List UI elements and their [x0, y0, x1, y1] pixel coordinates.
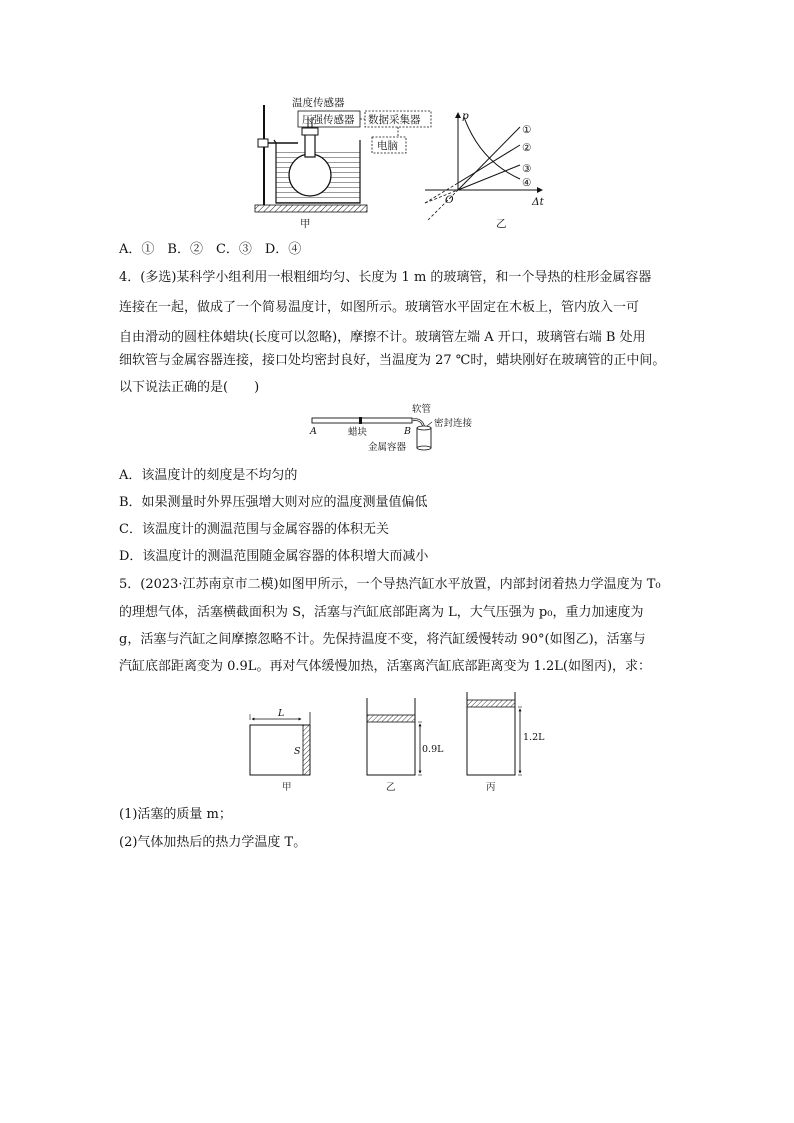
- q5-sub-1: (1)活塞的质量 m；: [119, 807, 232, 822]
- wax-block: [359, 417, 362, 424]
- figure-yi-graph: [420, 95, 550, 230]
- q5-line-1: 5．(2023·江苏南京市二模)如图甲所示，一个导热汽缸水平放置，内部封闭着热力学温度为 T₀: [119, 577, 661, 592]
- q5-line-3: g，活塞与汽缸之间摩擦忽略不计。先保持温度不变，将汽缸缓慢转动 90°(如图乙)，活塞与: [119, 632, 646, 647]
- piston-yi: [367, 715, 415, 722]
- q4-line-1: 4．(多选)某科学小组利用一根粗细均匀、长度为 1 m 的玻璃管，和一个导热的柱形金属容器: [119, 270, 652, 285]
- graph-x-label: Δt: [532, 196, 544, 208]
- piston-bing: [467, 700, 515, 707]
- graph-line-2-label: ②: [522, 142, 532, 154]
- piston-jia: [303, 725, 310, 775]
- label-distance-1-2L: 1.2L: [523, 732, 545, 743]
- figure-q5-cylinders: [240, 690, 560, 805]
- caption-q5-jia: 甲: [282, 782, 292, 793]
- caption-jia: 甲: [300, 218, 311, 230]
- label-area-S: S: [294, 746, 301, 757]
- q4-line-2: 连接在一起，做成了一个简易温度计，如图所示。玻璃管水平固定在木板上，管内放入一可: [119, 300, 640, 315]
- q4-line-3: 自由滑动的圆柱体蜡块(长度可以忽略)，摩擦不计。玻璃管左端 A 开口，玻璃管右端 B 处用: [119, 330, 646, 345]
- label-computer: 电脑: [377, 140, 398, 152]
- label-distance-0-9L: 0.9L: [422, 744, 444, 755]
- q4-option-d: D．该温度计的测温范围随金属容器的体积增大而减小: [119, 549, 429, 564]
- q5-line-2: 的理想气体，活塞横截面积为 S，活塞与汽缸底部距离为 L，大气压强为 p₀，重力加速度为: [119, 605, 644, 620]
- graph-origin-label: O: [445, 194, 454, 206]
- cylinder-jia: [250, 712, 310, 775]
- q4-option-b: B．如果测量时外界压强增大则对应的温度测量值偏低: [119, 495, 428, 510]
- q4-option-c: C．该温度计的测温范围与金属容器的体积无关: [119, 522, 389, 537]
- graph-y-label: p: [462, 110, 469, 122]
- q4-option-a: A．该温度计的刻度是不均匀的: [119, 468, 298, 483]
- q5-line-4: 汽缸底部距离变为 0.9L。再对气体缓慢加热，活塞离汽缸底部距离变为 1.2L(如图丙)，求：: [119, 659, 652, 674]
- graph-line-1: [458, 127, 520, 190]
- label-length-L: L: [278, 708, 285, 719]
- cylinder-bing: [467, 692, 522, 775]
- graph-line-4-label: ④: [522, 177, 532, 189]
- label-end-b: B: [404, 426, 411, 437]
- label-data-collector: 数据采集器: [368, 114, 421, 126]
- label-pressure-sensor: 压强传感器: [302, 114, 355, 126]
- label-temp-sensor: 温度传感器: [292, 97, 345, 109]
- graph-line-1-label: ①: [522, 124, 532, 136]
- label-wax-block: 蜡块: [348, 427, 368, 438]
- label-metal-container: 金属容器: [368, 442, 407, 453]
- graph-curve-4: [464, 117, 520, 179]
- q4-line-4: 细软管与金属容器连接，接口处均密封良好，当温度为 27 ℃时，蜡块刚好在玻璃管的正中间。: [119, 353, 666, 368]
- graph-line-3-label: ③: [522, 163, 532, 175]
- cylinder-yi: [367, 698, 422, 775]
- caption-q5-yi: 乙: [386, 782, 396, 793]
- metal-container: [417, 426, 431, 450]
- caption-q5-bing: 丙: [486, 782, 496, 793]
- label-seal-connection: 密封连接: [434, 418, 473, 429]
- figure-q4-thermometer: [300, 398, 500, 458]
- q5-sub-2: (2)气体加热后的热力学温度 T。: [119, 835, 307, 850]
- label-end-a: A: [310, 426, 317, 437]
- label-soft-hose: 软管: [412, 404, 432, 415]
- q3-options: A．① B．② C．③ D．④: [119, 242, 302, 257]
- caption-yi: 乙: [496, 218, 507, 230]
- q4-line-5: 以下说法正确的是( ): [119, 380, 260, 395]
